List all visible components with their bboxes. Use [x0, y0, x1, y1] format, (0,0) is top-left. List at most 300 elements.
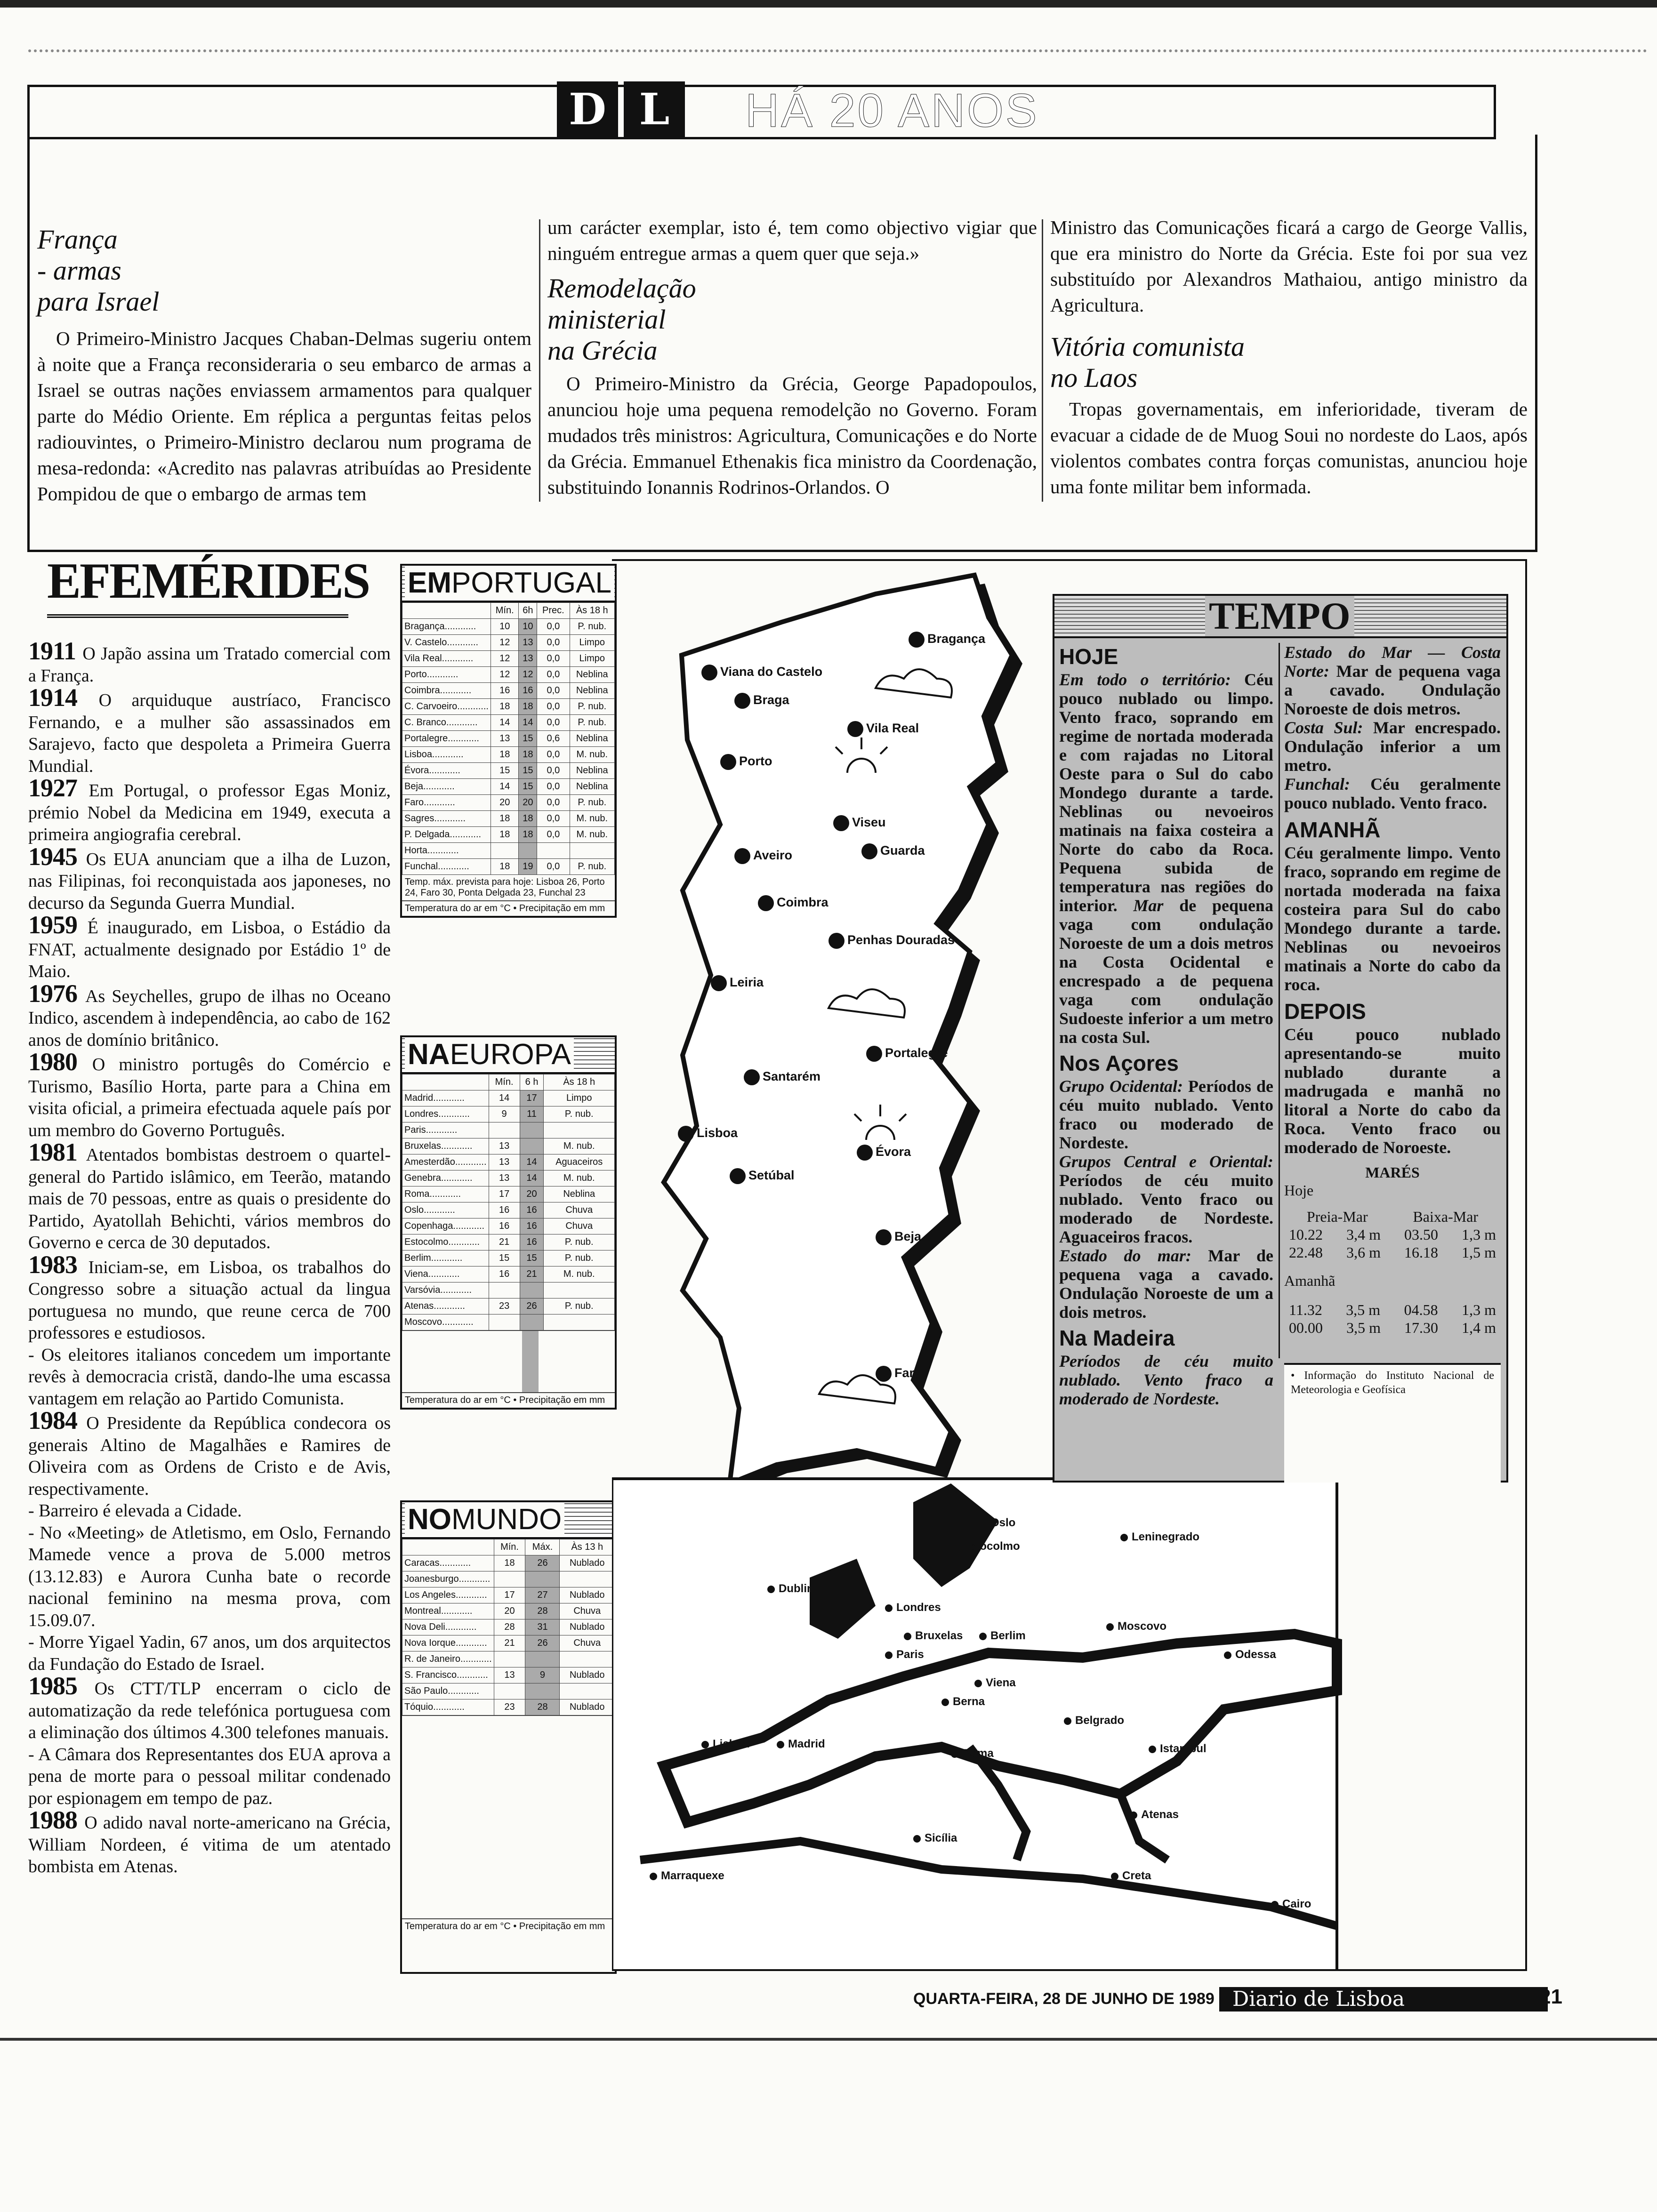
section-banner	[27, 85, 1496, 139]
value-cell: 28	[494, 1619, 525, 1635]
city-marker-icon	[701, 665, 717, 681]
heading-grecia-1: Remodelação	[547, 273, 696, 304]
city-marker-icon	[876, 1366, 892, 1382]
city-cell: Berlim............	[402, 1250, 489, 1266]
value-cell: 20	[520, 1186, 544, 1202]
map-city-label	[1064, 1714, 1124, 1727]
city-cell: Bruxelas............	[402, 1138, 489, 1154]
efemeride-text: As Seychelles, grupo de ilhas no Oceano Indico, ascendem à independência, ao cabo de 162 anos de domínio britânico.	[28, 986, 391, 1050]
city-cell: Lisboa............	[402, 747, 491, 763]
value-cell	[570, 843, 615, 859]
article-grecia: O Primeiro-Ministro da Grécia, George Papadopoulos, anunciou hoje uma pequena remodelção no Governo. Foram mudados três ministros: Agricultura, Comunicações e do Norte da Grécia. Emmanuel Ethenakis fica ministro da Coordenação, substituindo Ionannis Rodrinos-Orlandos. O	[547, 373, 1037, 498]
value-cell: 26	[525, 1635, 560, 1651]
map-city-label	[777, 1738, 825, 1751]
value-cell: 0,6	[537, 731, 570, 747]
tempo-right-column	[1284, 643, 1501, 1337]
bottom-rule	[0, 2038, 1657, 2041]
value-cell: 17	[489, 1186, 520, 1202]
value-cell: P. nub.	[544, 1234, 615, 1250]
value-cell: M. nub.	[544, 1266, 615, 1282]
efemeride-text: - A Câmara dos Representantes dos EUA aprova a pena de morte para o pessoal militar condenado por espionagem em tempo de paz.	[28, 1744, 391, 1808]
mundo-footer: Temperatura do ar em °C • Precipitação em mm	[402, 1918, 615, 1934]
acores-mar-text: Mar de pequena vaga a cavado. Ondulação Noroeste de um a dois metros.	[1059, 1246, 1274, 1322]
value-cell: 12	[491, 667, 519, 683]
city-cell: Amesterdão............	[402, 1154, 489, 1170]
map-city-label	[828, 933, 955, 949]
efemeride-text: Atentados bombistas destroem o quartel-general do Partido islâmico, em Teerão, matando mais de 70 pessoas, entre as quais o presidente do Partido, Ayatollah Behichti, vários membros do Governo e cerca de 30 deputados.	[28, 1145, 391, 1252]
column-grecia	[547, 215, 1037, 500]
efemeride-text: É inaugurado, em Lisboa, o Estádio da FNAT, actualmente designado por Estádio 1º de Maio.	[28, 918, 391, 981]
city-cell: Varsóvia............	[402, 1282, 489, 1298]
city-marker-icon	[979, 1633, 987, 1640]
value-cell: M. nub.	[570, 747, 615, 763]
city-marker-icon	[951, 1543, 958, 1551]
mares-headers	[1284, 1208, 1501, 1226]
map-city-label	[951, 1540, 1020, 1553]
column-header: Máx.	[525, 1539, 560, 1555]
article-laos: Tropas governamentais, em inferioridade, tiveram de evacuar a cidade de de Muog Soui no nordeste do Laos, após violentos combates contra forças comunistas, anunciou hoje uma fonte militar bem informada.	[1050, 398, 1528, 497]
city-name: Viena	[986, 1676, 1016, 1689]
madeira-text: Períodos de céu muito nublado. Vento fraco a moderado de Nordeste.	[1059, 1352, 1273, 1408]
map-city-label	[701, 665, 822, 681]
value-cell: 14	[519, 715, 537, 731]
city-name: Atenas	[1141, 1808, 1179, 1821]
city-cell: Porto............	[402, 667, 491, 683]
city-marker-icon	[885, 1604, 893, 1612]
city-name: Lisboa	[697, 1126, 738, 1140]
article-franca-cont: um carácter exemplar, isto é, tem como objectivo vigiar que ninguém entregue armas a quem quer que seja.»	[547, 216, 1037, 264]
table-row	[402, 699, 615, 715]
column-header	[402, 1539, 494, 1555]
value-cell	[560, 1571, 615, 1587]
map-city-label	[767, 1582, 814, 1595]
funchal-lead: Funchal:	[1284, 775, 1351, 793]
value-cell: 18	[491, 699, 519, 715]
column-header: Mín.	[489, 1074, 520, 1090]
value-cell: 18	[491, 811, 519, 827]
city-cell: Roma............	[402, 1186, 489, 1202]
tide-value: 16.18	[1404, 1244, 1439, 1261]
table-header-row	[402, 1539, 615, 1555]
value-cell: 15	[491, 763, 519, 779]
mares-amanha-label: Amanhã	[1284, 1272, 1335, 1289]
column-header: Prec.	[537, 603, 570, 619]
value-cell: 10	[491, 619, 519, 635]
table-row	[402, 1298, 615, 1314]
tide-value: 3,4 m	[1346, 1226, 1381, 1243]
city-marker-icon	[828, 933, 845, 949]
table-header-row	[402, 1074, 615, 1090]
efemeride-year: 1911	[28, 637, 83, 665]
value-cell: 16	[519, 683, 537, 699]
city-cell: Moscovo............	[402, 1314, 489, 1330]
value-cell: Nublado	[560, 1619, 615, 1635]
banner-title: HÁ 20 ANOS	[745, 84, 1039, 137]
value-cell: 15	[489, 1250, 520, 1266]
city-marker-icon	[866, 1046, 882, 1062]
efemeride-year: 1985	[28, 1672, 95, 1700]
city-marker-icon	[913, 1835, 921, 1843]
table-row	[402, 779, 615, 795]
column-rule	[539, 219, 540, 502]
tide-row	[1284, 1301, 1501, 1319]
europa-weather-table	[400, 1035, 617, 1410]
city-marker-icon	[720, 754, 736, 770]
table-row	[402, 1106, 615, 1122]
value-cell: M. nub.	[544, 1170, 615, 1186]
value-cell: 0,0	[537, 651, 570, 667]
city-cell: Nova Iorque............	[402, 1635, 494, 1651]
value-cell: 13	[494, 1667, 525, 1683]
city-name: Londres	[896, 1601, 941, 1614]
value-cell: P. nub.	[570, 699, 615, 715]
value-cell: Neblina	[570, 683, 615, 699]
value-cell: 21	[494, 1635, 525, 1651]
city-cell: Viena............	[402, 1266, 489, 1282]
portugal-note: Temp. máx. prevista para hoje: Lisboa 26, Porto 24, Faro 30, Ponta Delgada 23, Funchal 23	[405, 877, 605, 898]
city-cell: Faro............	[402, 795, 491, 811]
value-cell: Nublado	[560, 1587, 615, 1603]
value-cell: 23	[494, 1699, 525, 1715]
efemeride-year: 1976	[28, 979, 86, 1008]
efemeride-entry	[28, 1250, 391, 1344]
value-cell: 31	[525, 1619, 560, 1635]
portugal-weather-table	[400, 564, 617, 918]
value-cell: 13	[489, 1154, 520, 1170]
tide-value: 1,5 m	[1462, 1244, 1496, 1261]
value-cell: 0,0	[537, 715, 570, 731]
mundo-title-a: NO	[408, 1503, 451, 1536]
value-cell: 0,0	[537, 667, 570, 683]
city-name: Lisboa	[713, 1738, 749, 1750]
table-row	[402, 1651, 615, 1667]
value-cell: Chuva	[544, 1202, 615, 1218]
map-city-label	[1111, 1869, 1151, 1883]
value-cell: 0,0	[537, 779, 570, 795]
city-cell: Joanesburgo............	[402, 1571, 494, 1587]
table-row	[402, 1090, 615, 1106]
city-marker-icon	[734, 693, 750, 709]
city-marker-icon	[744, 1069, 760, 1085]
column-rule	[1042, 219, 1043, 502]
tide-row	[1284, 1243, 1501, 1261]
efemeride-text: Em Portugal, o professor Egas Moniz, prémio Nobel da Medicina em 1949, executa a primeira angiografia cerebral.	[28, 781, 391, 844]
city-name: Odessa	[1235, 1648, 1276, 1661]
top-rule	[0, 0, 1657, 8]
mares-hoje-label: Hoje	[1284, 1182, 1314, 1199]
footer-date: QUARTA-FEIRA, 28 DE JUNHO DE 1989	[913, 1990, 1215, 2008]
value-cell: 15	[519, 779, 537, 795]
city-marker-icon	[1224, 1651, 1231, 1659]
column-header: 6 h	[520, 1074, 544, 1090]
table-row	[402, 1314, 615, 1330]
map-city-label	[847, 721, 919, 737]
city-marker-icon	[1111, 1873, 1118, 1880]
value-cell: 18	[519, 811, 537, 827]
map-city-label	[1120, 1531, 1199, 1544]
europa-table-header	[402, 1037, 615, 1074]
value-cell	[519, 843, 537, 859]
map-city-label	[951, 1747, 994, 1760]
map-city-label	[1130, 1808, 1179, 1821]
amanha-text: Céu geralmente limpo. Vento fraco, soprando em regime de nortada moderada na faixa costeira para Sul do cabo Mondego durante a tarde. Neblinas ou nevoeiros matinais a Norte do cabo da roca.	[1284, 843, 1501, 994]
value-cell: 0,0	[537, 811, 570, 827]
map-city-label	[974, 1676, 1016, 1690]
value-cell: 16	[491, 683, 519, 699]
city-marker-icon	[951, 1750, 958, 1758]
efemeride-year: 1914	[28, 683, 99, 712]
value-cell	[489, 1122, 520, 1138]
hoje-heading: HOJE	[1059, 644, 1118, 669]
map-city-label	[734, 848, 792, 864]
map-city-label	[861, 843, 925, 859]
costa-sul-lead: Costa Sul:	[1284, 718, 1363, 737]
tide-value: 22.48	[1289, 1244, 1323, 1261]
city-cell: Madrid............	[402, 1090, 489, 1106]
map-city-label	[885, 1601, 941, 1614]
city-name: Portalegre	[885, 1046, 948, 1060]
city-marker-icon	[701, 1741, 709, 1748]
tide-value: 10.22	[1289, 1226, 1323, 1243]
table-row	[402, 795, 615, 811]
map-city-label	[1106, 1620, 1166, 1633]
efemeride-text: - Os eleitores italianos concedem um importante revês à democracia cristã, dando-lhe uma escassa vantagem em relação ao Partido Comunista.	[28, 1345, 391, 1409]
value-cell: 16	[520, 1234, 544, 1250]
city-cell: São Paulo............	[402, 1683, 494, 1699]
map-city-label	[744, 1069, 820, 1085]
value-cell: Limpo	[570, 651, 615, 667]
city-name: Aveiro	[753, 848, 793, 863]
value-cell	[489, 1282, 520, 1298]
value-cell: 15	[519, 731, 537, 747]
efemeride-text: O adido naval norte-americano na Grécia, William Nordeen, é vitima de um atentado bombista em Atenas.	[28, 1813, 391, 1876]
tide-value: 17.30	[1404, 1319, 1439, 1336]
value-cell: 12	[519, 667, 537, 683]
europa-table-filler	[402, 1330, 615, 1392]
tide-value: 3,5 m	[1346, 1301, 1381, 1318]
map-city-label	[979, 1516, 1015, 1530]
mundo-weather-table	[400, 1500, 617, 1974]
value-cell: 0,0	[537, 619, 570, 635]
city-marker-icon	[876, 1229, 892, 1245]
city-cell: Londres............	[402, 1106, 489, 1122]
table-row	[402, 1234, 615, 1250]
efemeride-text: O arquiduque austríaco, Francisco Fernando, e a mulher são assassinados em Sarajevo, facto que despoleta a Primeira Guerra Mundial.	[28, 690, 391, 776]
efemeride-text: Os EUA anunciam que a ilha de Luzon, nas Filipinas, foi reconquistada aos japoneses, no decurso da Segunda Guerra Mundial.	[28, 849, 391, 913]
table-row	[402, 1667, 615, 1683]
city-cell: C. Carvoeiro............	[402, 699, 491, 715]
table-row	[402, 1635, 615, 1651]
value-cell: 28	[525, 1603, 560, 1619]
tide-value: 3,5 m	[1346, 1319, 1381, 1336]
table-row	[402, 1282, 615, 1298]
tempo-header	[1054, 596, 1506, 638]
value-cell: P. nub.	[570, 859, 615, 875]
table-row	[402, 1555, 615, 1571]
city-marker-icon	[734, 848, 750, 864]
city-cell: Tóquio............	[402, 1699, 494, 1715]
value-cell	[525, 1571, 560, 1587]
value-cell: 9	[525, 1667, 560, 1683]
column-header	[402, 603, 491, 619]
value-cell: P. nub.	[570, 715, 615, 731]
city-name: Sicília	[925, 1832, 957, 1844]
value-cell: 13	[491, 731, 519, 747]
efemeride-entry	[28, 979, 391, 1051]
city-name: Berlim	[990, 1629, 1026, 1642]
value-cell: 14	[520, 1154, 544, 1170]
efemeride-text: Iniciam-se, em Lisboa, os trabalhos do Congresso sobre a situação actual da lingua portuguesa no mundo, que reune cerca de 700 professores e estudiosos.	[28, 1257, 391, 1343]
efemeride-entry	[28, 911, 391, 983]
value-cell	[489, 1314, 520, 1330]
mares-hoje-table	[1284, 1226, 1501, 1261]
heading-grecia-2: ministerial	[547, 304, 666, 335]
table-row	[402, 763, 615, 779]
mundo-table	[402, 1539, 615, 1715]
column-header: Mín.	[491, 603, 519, 619]
city-name: Setúbal	[748, 1168, 795, 1183]
city-cell: Horta............	[402, 843, 491, 859]
value-cell: 21	[520, 1266, 544, 1282]
city-marker-icon	[650, 1873, 657, 1880]
value-cell: P. nub.	[544, 1250, 615, 1266]
costa-sul-text: Mar encrespado. Ondulação inferior a um metro.	[1284, 718, 1501, 775]
hoje-lead: Em todo o território:	[1059, 670, 1231, 689]
madeira-heading: Na Madeira	[1059, 1326, 1175, 1350]
column-franca	[37, 224, 531, 507]
value-cell: 14	[491, 779, 519, 795]
tide-value: 1,4 m	[1462, 1319, 1496, 1336]
value-cell: 0,0	[537, 763, 570, 779]
efemeride-year: 1988	[28, 1806, 85, 1834]
table-header-row	[402, 603, 615, 619]
amanha-heading: AMANHÃ	[1284, 817, 1381, 842]
tide-value: 1,3 m	[1462, 1226, 1496, 1243]
map-city-label	[720, 754, 772, 770]
city-marker-icon	[861, 843, 877, 859]
value-cell: 18	[491, 747, 519, 763]
efemeride-entry	[28, 683, 391, 777]
value-cell: 13	[489, 1138, 520, 1154]
europa-footer: Temperatura do ar em °C • Precipitação em mm	[402, 1392, 615, 1408]
europa-title-b: EUROPA	[450, 1038, 571, 1071]
hoje-mar-lead: Mar	[1133, 896, 1164, 915]
mar-costa-lead: Estado do Mar — Costa Norte:	[1284, 643, 1501, 681]
map-city-label	[1224, 1648, 1276, 1661]
value-cell	[560, 1683, 615, 1699]
city-marker-icon	[974, 1680, 982, 1687]
value-cell: 0,0	[537, 827, 570, 843]
page-number: 21	[1539, 1985, 1562, 2008]
value-cell: 13	[489, 1170, 520, 1186]
value-cell: 14	[520, 1170, 544, 1186]
efemeride-text: - Morre Yigael Yadin, 67 anos, um dos arquitectos da Fundação do Estado de Israel.	[28, 1632, 391, 1674]
article-grecia-cont: Ministro das Comunicações ficará a cargo de George Vallis, que era ministro do Norte da Grécia. Este foi por sua vez substituído por Alexandros Mathaiou, antigo ministro da Agricultura.	[1050, 216, 1528, 316]
map-city-label	[833, 815, 886, 831]
city-cell: Estocolmo............	[402, 1234, 489, 1250]
city-cell: Copenhaga............	[402, 1218, 489, 1234]
efemeride-entry	[28, 842, 391, 914]
table-row	[402, 1619, 615, 1635]
city-marker-icon	[979, 1520, 987, 1527]
map-city-label	[885, 1648, 924, 1661]
portugal-footer: Temperatura do ar em °C • Precipitação em mm	[402, 900, 615, 916]
city-marker-icon	[758, 895, 774, 911]
europa-title-a: NA	[408, 1038, 450, 1071]
city-name: Belgrado	[1075, 1714, 1125, 1727]
value-cell: 16	[489, 1202, 520, 1218]
city-cell: Vila Real............	[402, 651, 491, 667]
mundo-table-header	[402, 1502, 615, 1539]
city-name: Braga	[753, 693, 789, 707]
logo-d: D	[557, 81, 618, 137]
value-cell: Chuva	[560, 1603, 615, 1619]
city-name: Dublin	[779, 1582, 814, 1595]
tempo-source-box	[1284, 1363, 1501, 1483]
city-marker-icon	[1149, 1746, 1156, 1753]
article-franca: O Primeiro-Ministro Jacques Chaban-Delmas sugeriu ontem à noite que a França reconsideraria o seu embarco de armas a Israel se outras nações enviassem armamentos para qualquer parte do Médio Oriente. Em réplica a perguntas feitas pelos radiouvintes, o Primeiro-Ministro declarou num programa de mesa-redonda: «Acredito nas palavras atribuídas ao Presidente Pompidou de que o embargo de armas tem	[37, 328, 531, 505]
city-name: Beja	[894, 1229, 922, 1244]
table-row	[402, 811, 615, 827]
efemeride-entry	[28, 1138, 391, 1254]
table-row	[402, 1266, 615, 1282]
column-header: Às 18 h	[570, 603, 615, 619]
tide-value: 03.50	[1404, 1226, 1439, 1243]
city-cell: Portalegre............	[402, 731, 491, 747]
tempo-title: TEMPO	[1205, 596, 1354, 636]
mares-amanha-table	[1284, 1301, 1501, 1337]
city-marker-icon	[941, 1699, 949, 1706]
value-cell	[494, 1683, 525, 1699]
city-name: Berna	[953, 1695, 985, 1708]
city-name: Moscovo	[1118, 1620, 1167, 1633]
value-cell: 16	[489, 1266, 520, 1282]
table-row	[402, 843, 615, 859]
city-marker-icon	[767, 1586, 775, 1593]
city-marker-icon	[711, 975, 727, 991]
mundo-title-b: MUNDO	[451, 1503, 562, 1536]
value-cell	[520, 1138, 544, 1154]
city-cell: Atenas............	[402, 1298, 489, 1314]
map-city-label	[979, 1629, 1026, 1643]
efemeride-year: 1981	[28, 1138, 86, 1166]
value-cell	[544, 1314, 615, 1330]
table-row	[402, 859, 615, 875]
value-cell: M. nub.	[570, 811, 615, 827]
map-city-label	[758, 895, 828, 911]
city-cell: S. Francisco............	[402, 1667, 494, 1683]
value-cell: 19	[519, 859, 537, 875]
acores-ce-text: Períodos de céu muito nublado. Vento fraco ou moderado de Nordeste. Aguaceiros fracos.	[1059, 1171, 1273, 1246]
mares-heading: MARÉS	[1365, 1164, 1420, 1181]
value-cell	[525, 1651, 560, 1667]
table-row	[402, 715, 615, 731]
map-city-label	[650, 1869, 724, 1883]
city-cell: Funchal............	[402, 859, 491, 875]
city-cell: Sagres............	[402, 811, 491, 827]
funchal-text: Céu geralmente pouco nublado. Vento fraco.	[1284, 775, 1501, 812]
city-cell: P. Delgada............	[402, 827, 491, 843]
map-city-label	[1271, 1898, 1311, 1911]
acores-oc-text: Períodos de céu muito nublado. Vento fraco ou moderado de Nordeste.	[1059, 1077, 1274, 1152]
value-cell: 18	[491, 859, 519, 875]
map-city-label	[866, 1046, 948, 1062]
tide-value: 04.58	[1404, 1301, 1438, 1318]
value-cell: P. nub.	[570, 619, 615, 635]
heading-laos-2: no Laos	[1050, 362, 1138, 393]
value-cell	[560, 1651, 615, 1667]
acores-mar-lead: Estado do mar:	[1059, 1246, 1191, 1265]
